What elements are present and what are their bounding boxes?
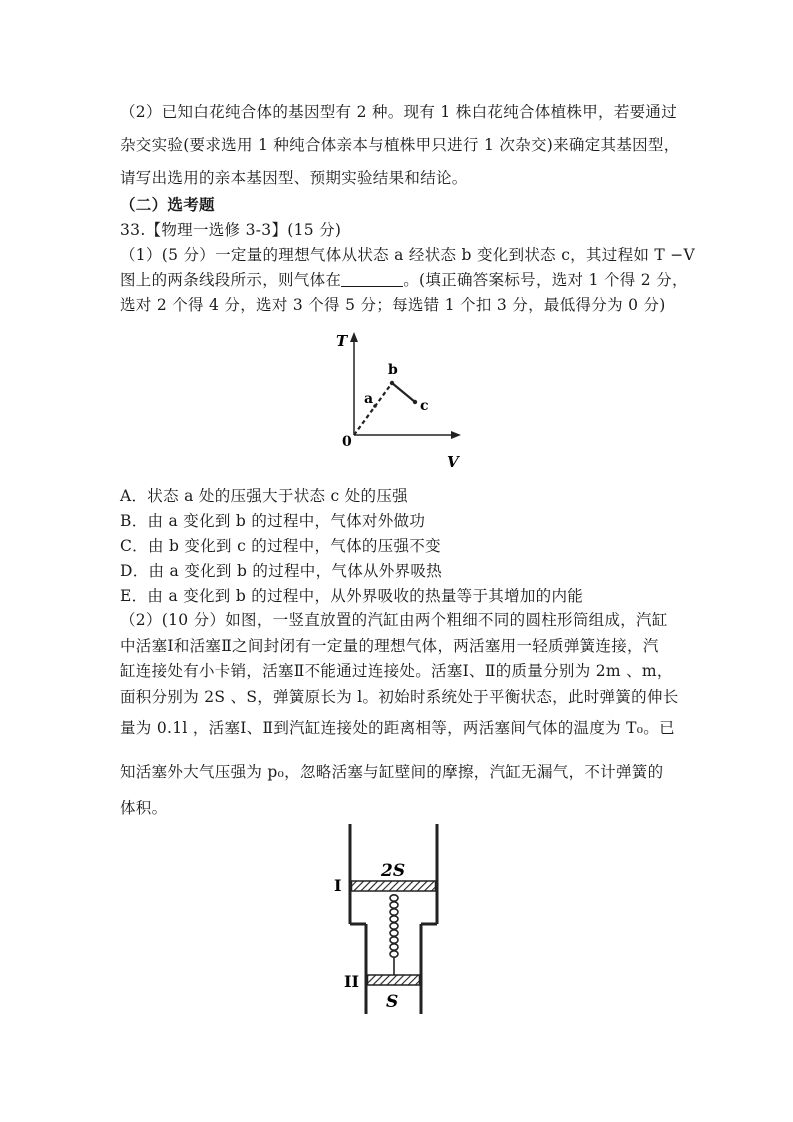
cylinder-diagram: [328, 824, 478, 1019]
point-b-label: b: [388, 362, 398, 378]
prev-question-line-3: 请写出选用的亲本基因型、预期实验结果和结论。: [120, 169, 468, 187]
part1-line-2-start: 图上的两条线段所示，则气体在: [120, 271, 342, 289]
area-bottom-label: S: [386, 992, 399, 1012]
answer-blank: [341, 272, 403, 287]
part1-line-2: [120, 268, 688, 290]
point-a-label: a: [364, 391, 374, 407]
y-axis-label: T: [336, 332, 348, 350]
question-33-title: 33.【物理一选修 3-3】(15 分): [120, 221, 342, 239]
option-e: E．由 a 变化到 b 的过程中，从外界吸收的热量等于其增加的内能: [120, 587, 584, 605]
area-top-label: 2S: [381, 861, 406, 881]
piston-i-label: I: [334, 876, 342, 895]
part1-line-3: 选对 2 个得 4 分，选对 3 个得 5 分；每选错 1 个扣 3 分，最低得分为 0 分): [120, 296, 666, 314]
section-heading: （二）选考题: [120, 195, 215, 214]
part2-line-3: 缸连接处有小卡销，活塞Ⅱ不能通过连接处。活塞Ⅰ、Ⅱ的质量分别为 2m 、m，: [120, 662, 673, 680]
part2-line-4: 面积分别为 2S 、S，弹簧原长为 l。初始时系统处于平衡状态，此时弹簧的伸长: [120, 688, 679, 706]
point-a: [373, 404, 377, 408]
segment-b-c: [392, 383, 415, 402]
part2-line-1: （2）(10 分）如图，一竖直放置的汽缸由两个粗细不同的圆柱形筒组成，汽缸: [120, 611, 668, 629]
option-d: D．由 a 变化到 b 的过程中，气体从外界吸热: [120, 562, 442, 580]
part2-line-5: 量为 0.1l ，活塞Ⅰ、Ⅱ到汽缸连接处的距离相等，两活塞间气体的温度为 T₀。已: [120, 719, 675, 737]
y-axis-arrow: [350, 332, 358, 342]
spring: [390, 895, 398, 975]
option-a: A．状态 a 处的压强大于状态 c 处的压强: [120, 487, 408, 505]
part1-line-2-end: 。(填正确答案标号，选对 1 个得 2 分，: [403, 271, 688, 289]
origin-label: 0: [342, 434, 352, 450]
prev-question-line-1: （2）已知白花纯合体的基因型有 2 种。现有 1 株白花纯合体植株甲，若要通过: [120, 103, 677, 121]
point-c-label: c: [420, 398, 429, 414]
x-axis-label: V: [447, 453, 459, 471]
part2-line-2: 中活塞Ⅰ和活塞Ⅱ之间封闭有一定量的理想气体，两活塞用一轻质弹簧连接，汽: [120, 637, 659, 655]
part2-line-6: 知活塞外大气压强为 p₀，忽略活塞与缸壁间的摩擦，汽缸无漏气，不计弹簧的: [120, 763, 664, 781]
piston-i: [352, 881, 436, 891]
part1-line-1: （1）(5 分）一定量的理想气体从状态 a 经状态 b 变化到状态 c，其过程如 T −V: [120, 246, 696, 264]
option-c: C．由 b 变化到 c 的过程中，气体的压强不变: [120, 537, 441, 555]
piston-ii: [368, 975, 420, 985]
tv-graph: [330, 330, 470, 475]
prev-question-line-2: 杂交实验(要求选用 1 种纯合体亲本与植株甲只进行 1 次杂交)来确定其基因型，: [120, 136, 680, 154]
piston-ii-label: II: [344, 972, 359, 991]
option-b: B．由 a 变化到 b 的过程中，气体对外做功: [120, 512, 426, 530]
part2-line-7: 体积。: [120, 799, 168, 817]
point-c: [413, 400, 417, 404]
point-b: [390, 381, 394, 385]
x-axis-arrow: [451, 431, 461, 439]
